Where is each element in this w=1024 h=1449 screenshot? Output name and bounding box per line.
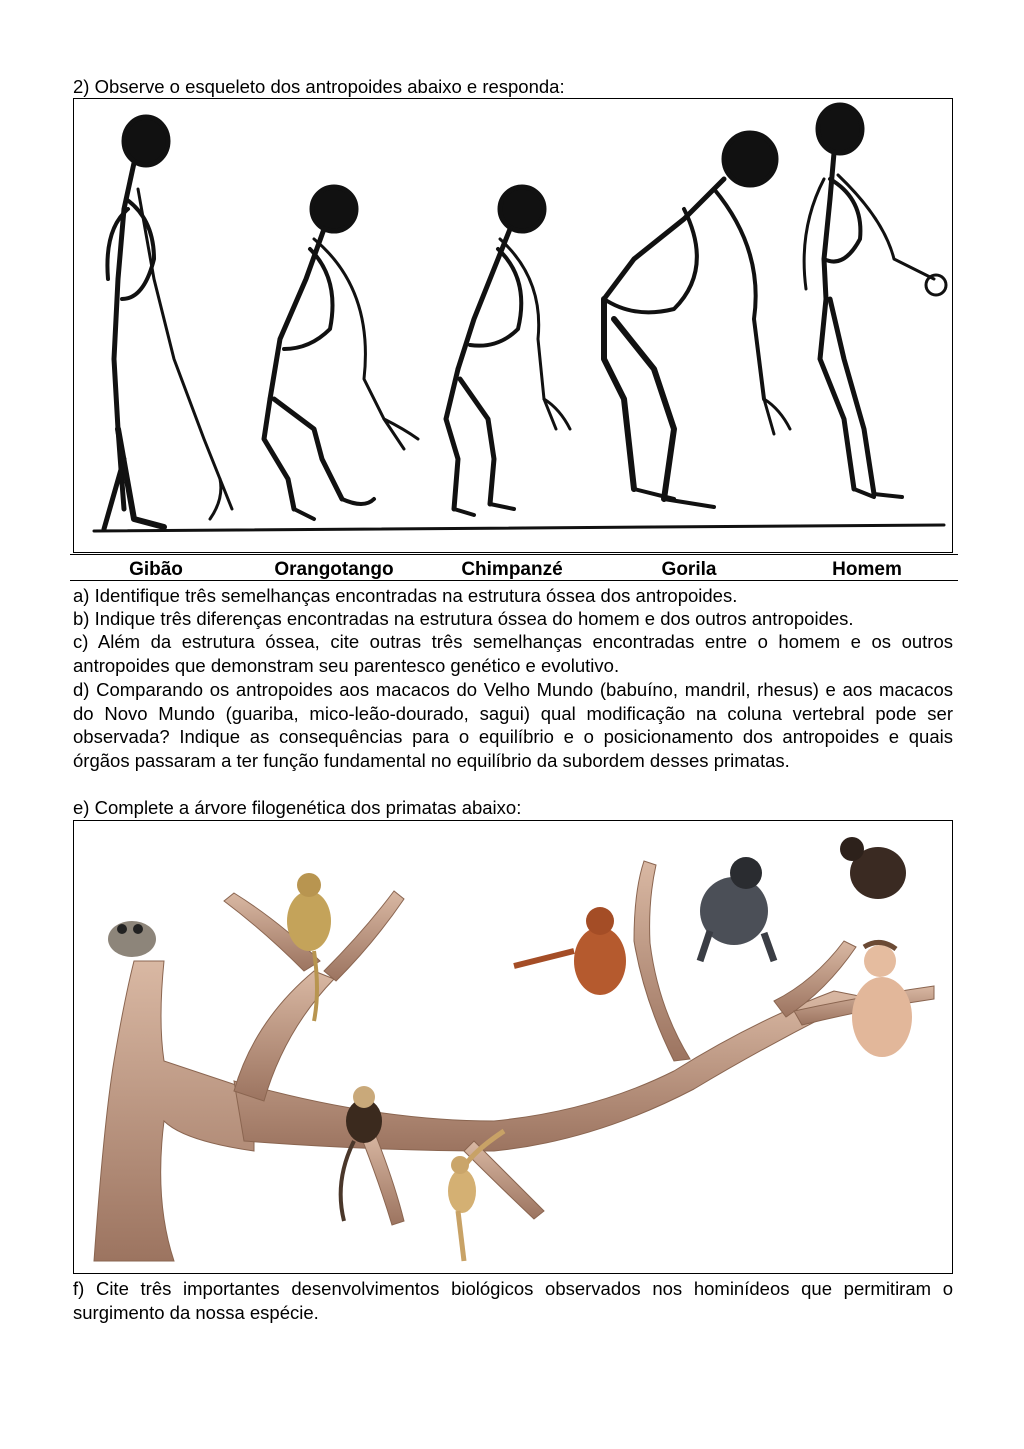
label-gorilla: Gorila <box>661 559 717 580</box>
item-b: b) Indique três diferenças encontradas na estrutura óssea do homem e dos outros antropoides. <box>73 608 854 629</box>
item-c: c) Além da estrutura óssea, cite outras três semelhanças encontradas entre o homem e os outros antropoides que demonstram seu parentesco genético e evolutivo. <box>73 631 953 676</box>
item-a: a) Identifique três semelhanças encontradas na estrutura óssea dos antropoides. <box>73 585 738 606</box>
human-figure <box>852 942 912 1057</box>
label-orangutan: Orangotango <box>274 559 394 580</box>
gorilla-figure <box>700 857 774 961</box>
tree-branches <box>94 861 934 1261</box>
skeleton-illustration <box>73 98 953 553</box>
gorilla-skeleton <box>604 133 790 507</box>
item-e: e) Complete a árvore filogenética dos primatas abaixo: <box>73 797 522 818</box>
human-skeleton <box>804 105 946 497</box>
label-human: Homem <box>832 559 902 580</box>
label-chimpanzee: Chimpanzé <box>461 559 563 580</box>
chimpanzee-skeleton <box>446 187 570 515</box>
loris-figure <box>108 921 156 957</box>
item-d: d) Comparando os antropoides aos macacos do Velho Mundo (babuíno, mandril, rhesus) e aos macacos do Novo Mundo (guariba, mico-leão-dourado, sagui) qual modificação na coluna vertebral pode ser observada? Indique as consequências para o equilíbrio e o posicionamento dos antropoides e quais órgãos passaram a ter função fundamental no equilíbrio da subordem desses primatas. <box>73 679 953 771</box>
orangutan-figure <box>514 907 626 995</box>
phylogenetic-tree-illustration <box>73 820 953 1274</box>
gibbon-skeleton <box>104 117 232 529</box>
chimpanzee-figure <box>840 837 906 899</box>
label-row-top-rule <box>70 554 958 555</box>
label-gibbon: Gibão <box>129 559 183 580</box>
label-row-bottom-rule <box>70 580 958 581</box>
item-f: f) Cite três importantes desenvolvimentos biológicos observados nos hominídeos que permitiram o surgimento da nossa espécie. <box>73 1278 953 1323</box>
question-heading: 2) Observe o esqueleto dos antropoides abaixo e responda: <box>73 76 565 97</box>
orangutan-skeleton <box>264 187 418 519</box>
